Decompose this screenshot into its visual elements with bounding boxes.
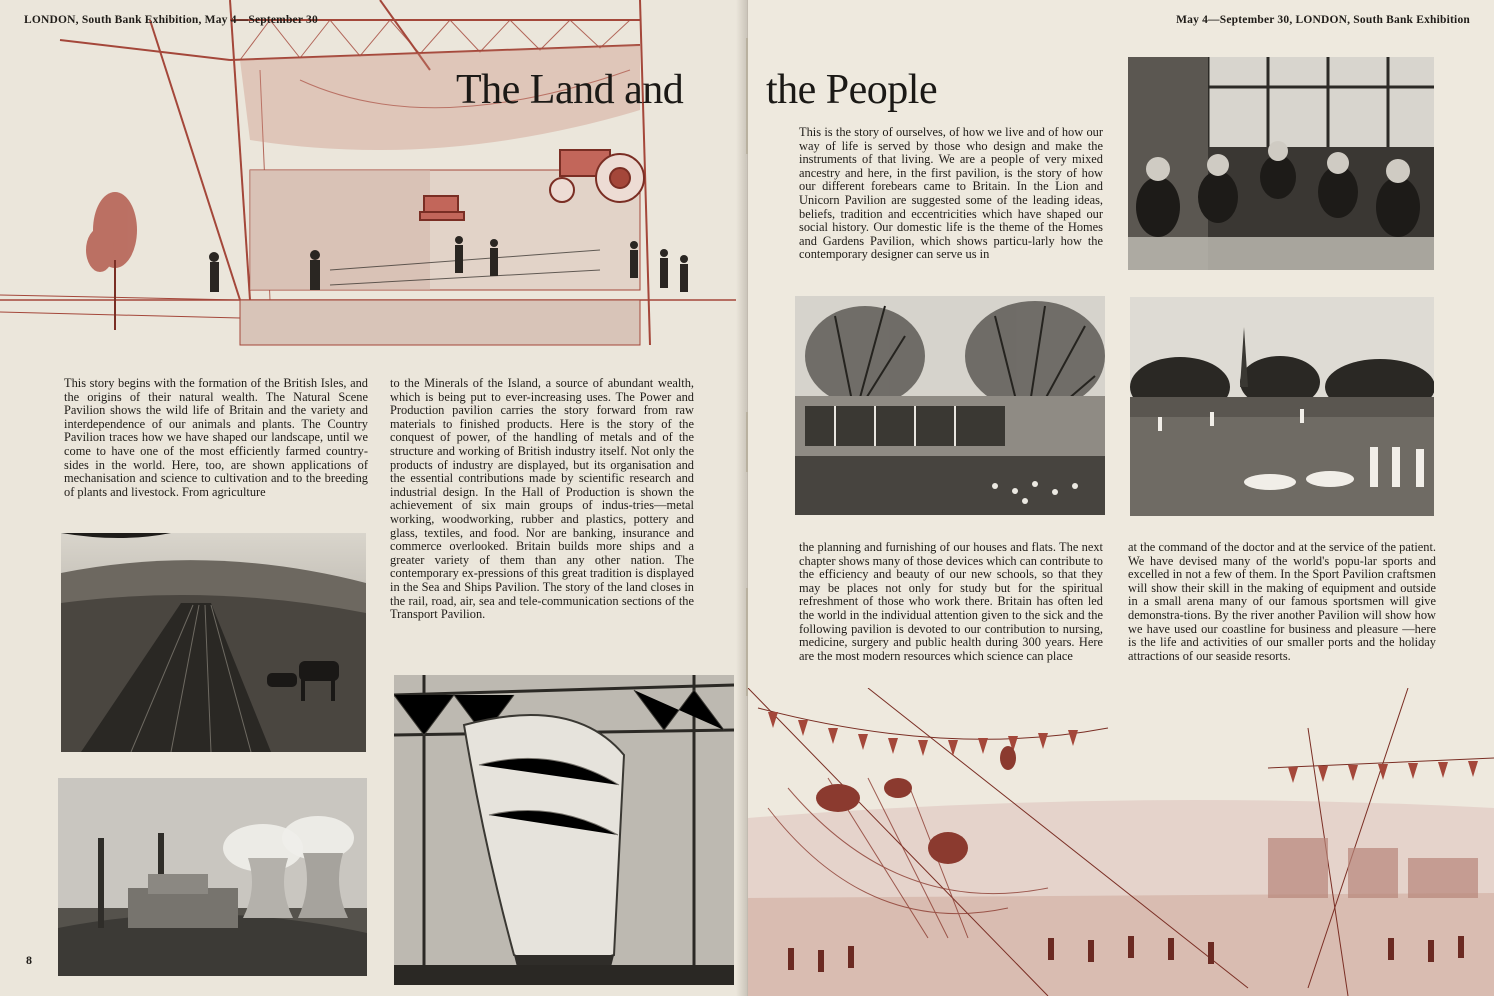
running-head-right: May 4—September 30, LONDON, South Bank Exhibition xyxy=(1176,14,1470,26)
body-column-5: at the command of the doctor and at the service of the patient. We have devised many of the world's popu-lar sports and excelled in not a few of them. In the Sport Pavilion craftsmen will show their skill in the making of equipment and outside in a small arena many of our famous sportsmen will give demonstra-tions. By the river another Pavilion will show how we have used our coastline for business and pleasure —here is the life and activities of our smaller ports and the holiday attractions of our seaside resorts. xyxy=(1128,540,1436,663)
page-title-right: the People xyxy=(766,67,938,113)
power-station-photo xyxy=(58,778,367,976)
body-column-4: the planning and furnishing of our houses and flats. The next chapter shows many of those devices which can contribute to the efficiency and beauty of our new schools, so that they may be places not only for study but for the spiritual refreshment of those who work there. Britain has often led the world in the individual attention given to the sick and the following pavilion is devoted to our contribution to nursing, medicine, surgery and public health during 300 years. Here are the most modern resources which science can place xyxy=(799,540,1103,663)
cricket-village-photo xyxy=(1130,297,1434,516)
body-column-1: This story begins with the formation of the British Isles, and the origins of their natural wealth. The Natural Scene Pavilion shows the wild life of Britain and the variety and interdependence of our animals and plants. The Country Pavilion traces how we have shaped our landscape, until we come to have one of the most efficiently farmed country-sides in the world. Here, too, are shown applications of mechanisation and science to cultivation and to the breeding of plants and livestock. From agriculture xyxy=(64,376,368,499)
classroom-photo xyxy=(1128,57,1434,270)
country-pavilion-illustration xyxy=(0,0,736,360)
page-title-left: The Land and xyxy=(456,67,684,113)
shipyard-photo xyxy=(394,675,734,985)
running-head-left: LONDON, South Bank Exhibition, May 4—September 30 xyxy=(24,14,318,26)
body-column-3: This is the story of ourselves, of how we live and of how our way of life is served by those who design and make the instruments of that living. We are a people of very mixed ancestry and here, in the first pavilion, is the story of how our different forebears came to Britain. In the Lion and Unicorn Pavilion are suggested some of the leading ideas, beliefs, tradition and eccentricities which have shaped our social history. Our domestic life is the theme of the Homes and Gardens Pavilion, which shows particu-larly how the contemporary designer can serve us in xyxy=(799,125,1103,262)
house-garden-photo xyxy=(795,296,1105,515)
page-number: 8 xyxy=(26,953,32,967)
body-column-2: to the Minerals of the Island, a source of abundant wealth, which is being put to ever-increasing uses. The Power and Production pavilion carries the story forward from raw materials to finished products. Here is the story of the conquest of power, of the handling of metals and of the structure and working of British industry itself. Not only the products of industry are displayed, but its organisation and the essential contributions made by scientific research and industrial design. In the Hall of Production is shown the achievement of six main groups of indus-tries—metal working, woodworking, rubber and plastics, pottery and glass, textiles, and food. Nor are banking, insurance and commerce overlooked. Britain builds more ships and a greater variety of them than any other nation. The contemporary ex-pressions of this great tradition is displayed in the Sea and Ships Pavilion. The story of the land closes in the rail, road, air, sea and tele-communication sections of the Transport Pavilion. xyxy=(390,376,694,622)
seaside-port-illustration xyxy=(748,688,1494,996)
ploughing-photo xyxy=(61,533,366,752)
